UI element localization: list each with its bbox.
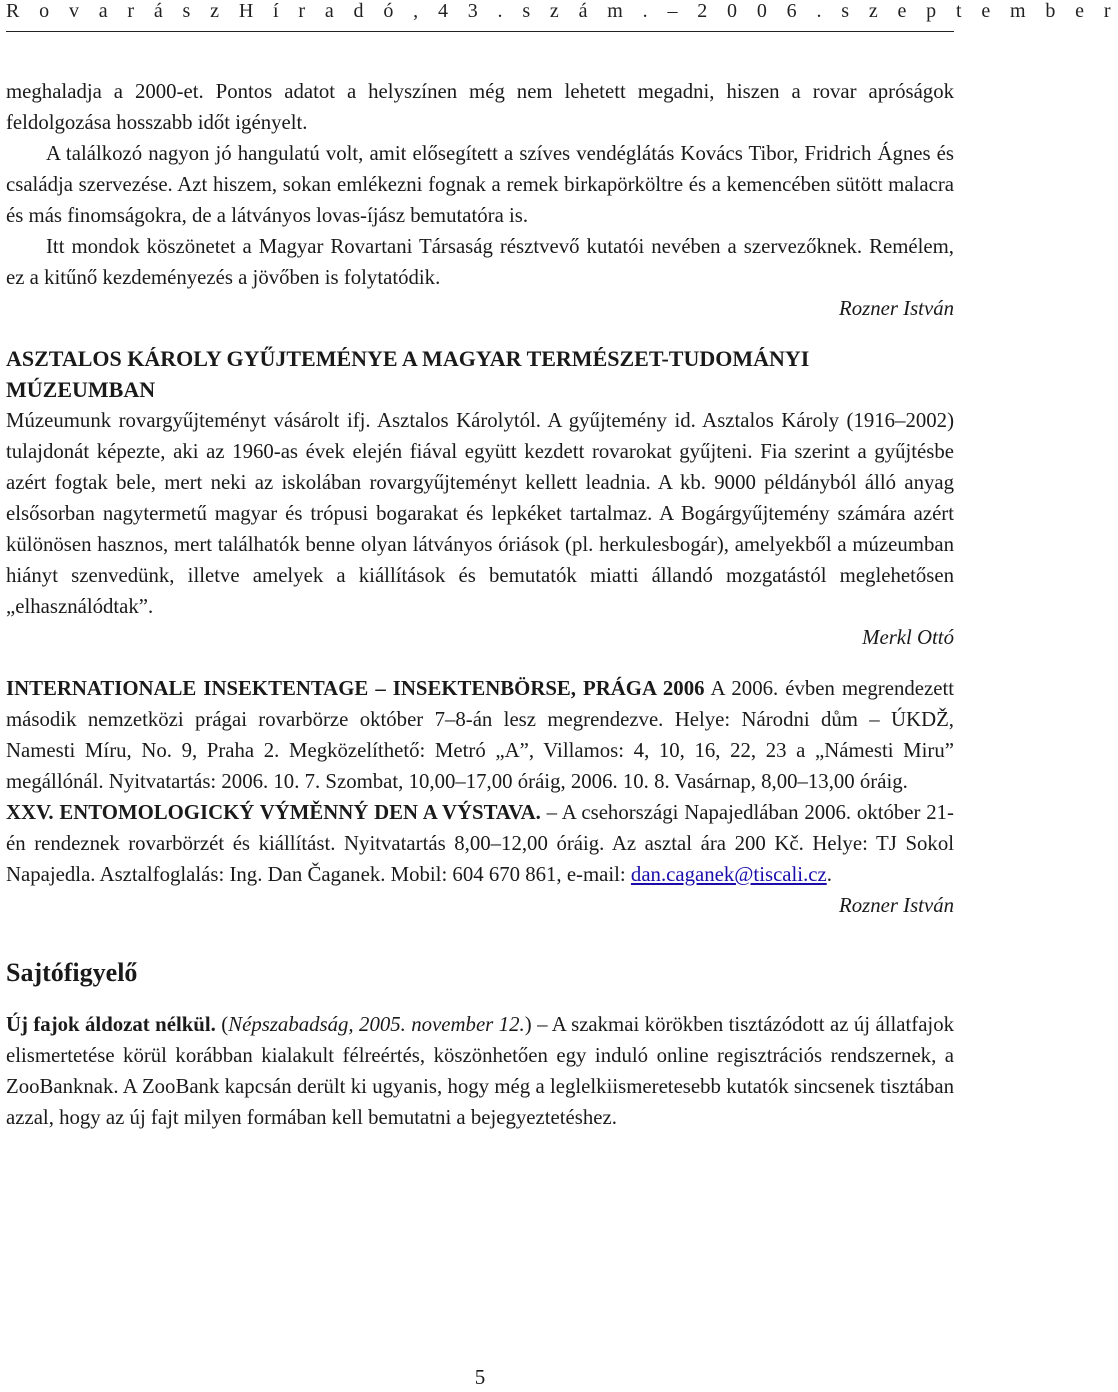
press-item-title: Új fajok áldozat nélkül.	[6, 1013, 216, 1036]
email-link[interactable]: dan.caganek@tiscali.cz	[630, 863, 827, 886]
header-rule	[6, 31, 954, 32]
article1-paragraph-3: Itt mondok köszönetet a Magyar Rovartani Társaság résztvevő kutatói nevében a szervezőknek. Remélem, ez a kitűnő kezdeményezés a jövőben is folytatódik.	[6, 235, 954, 289]
article1-paragraph-1: meghaladja a 2000-et. Pontos adatot a helyszínen még nem lehetett megadni, hiszen a rovar apróságok feldolgozása hosszabb időt igényelt.	[6, 80, 954, 134]
museum-article-author: Merkl Ottó	[862, 626, 954, 649]
museum-article-heading: ASZTALOS KÁROLY GYŰJTEMÉNYE A MAGYAR TERMÉSZET-TUDOMÁNYI MÚZEUMBAN	[6, 346, 810, 402]
museum-article-body: Múzeumunk rovargyűjteményt vásárolt ifj. Asztalos Károlytól. A gyűjtemény id. Asztalos Károly (1916–2002) tulajdonát képezte, aki az 1960-as évek elején fiával együtt kezdett rovarokat gyűjteni. Fia szerint a gyűjtésbe azért fogtak bele, mert neki az iskolában rovargyűjteményt kellett leadnia. A kb. 9000 példányból álló anyag elsősorban nagytermetű magyar és trópusi bogarakat és lepkéket tartalmaz. A Bogárgyűjtemény számára azért különösen hasznos, mert találhatók benne olyan látványos óriások (pl. herkulesbogár), amelyekből a múzeumban hiányt szenvedünk, illetve amelyek a kiállítások és bemutatók miatti állandó mozgatástól meglehetősen „elhasználódtak”.	[6, 409, 954, 618]
napajedla-fair-heading: XXV. ENTOMOLOGICKÝ VÝMĚNNÝ DEN A VÝSTAVA.	[6, 801, 541, 824]
napajedla-fair-paragraph	[6, 797, 954, 890]
press-review-title: Sajtófigyelő	[6, 958, 138, 987]
press-item-source-close: )	[524, 1013, 532, 1036]
press-item-paragraph	[6, 1009, 954, 1133]
article1-paragraph-2: A találkozó nagyon jó hangulatú volt, amit elősegített a szíves vendéglátás Kovács Tibor, Fridrich Ágnes és családja szervezése. Azt hiszem, sokan emlékezni fognak a remek birkapörköltre és a kemencében sütött malacra és más finomságokra, de a látványos lovas-íjász bemutatóra is.	[6, 142, 954, 227]
prague-fair-heading: INTERNATIONALE INSEKTENTAGE – INSEKTENBÖRSE, PRÁGA 2006	[6, 677, 705, 700]
running-header: R o v a r á s z H í r a d ó , 4 3 . s z á m . – 2 0 0 6 . s z e p t e m b e r	[6, 0, 1118, 22]
prague-fair-body: A 2006. évben megrendezett második nemzetközi prágai rovarbörze október 7–8-án lesz megrendezve. Helye: Národni dům – ÚKDŽ, Namesti Míru, No. 9, Praha 2. Megközelíthető: Metró „A”, Villamos: 4, 10, 16, 22, 23 a „Námesti Miru” megállónál. Nyitvatartás: 2006. 10. 7. Szombat, 10,00–17,00 óráig, 2006. 10. 8. Vasárnap, 8,00–13,00 óráig.	[6, 677, 954, 793]
press-item-source: Népszabadság, 2005. november 12.	[228, 1013, 525, 1036]
page-number: 5	[474, 1365, 486, 1389]
press-item-body: – A szakmai körökben tisztázódott az új állatfajok elismertetése körül korábban kialakult félreértés, köszönhetően egy induló online regisztrációs rendszernek, a ZooBanknak. A ZooBank kapcsán derült ki ugyanis, hogy még a leglelkiismeretesebb kutatók sincsenek tisztában azzal, hogy az új fajt milyen formában kell bemutatni a bejegyeztetéshez.	[6, 1013, 955, 1129]
napajedla-fair-end: .	[826, 863, 832, 886]
fairs-author: Rozner István	[839, 894, 954, 917]
napajedla-fair-body: – A csehországi Napajedlában 2006. október 21-én rendeznek rovarbörzét és kiállítást. Nyitvatartás 8,00–12,00 óráig. Az asztal ára 200 Kč. Helye: TJ Sokol Napajedla. Asztalfoglalás: Ing. Dan Čaganek. Mobil: 604 670 861, e-mail:	[6, 801, 954, 886]
page-content	[6, 76, 954, 1133]
press-item-source-open: (	[215, 1013, 229, 1036]
prague-fair-paragraph	[6, 673, 954, 797]
article1-author: Rozner István	[839, 297, 954, 320]
